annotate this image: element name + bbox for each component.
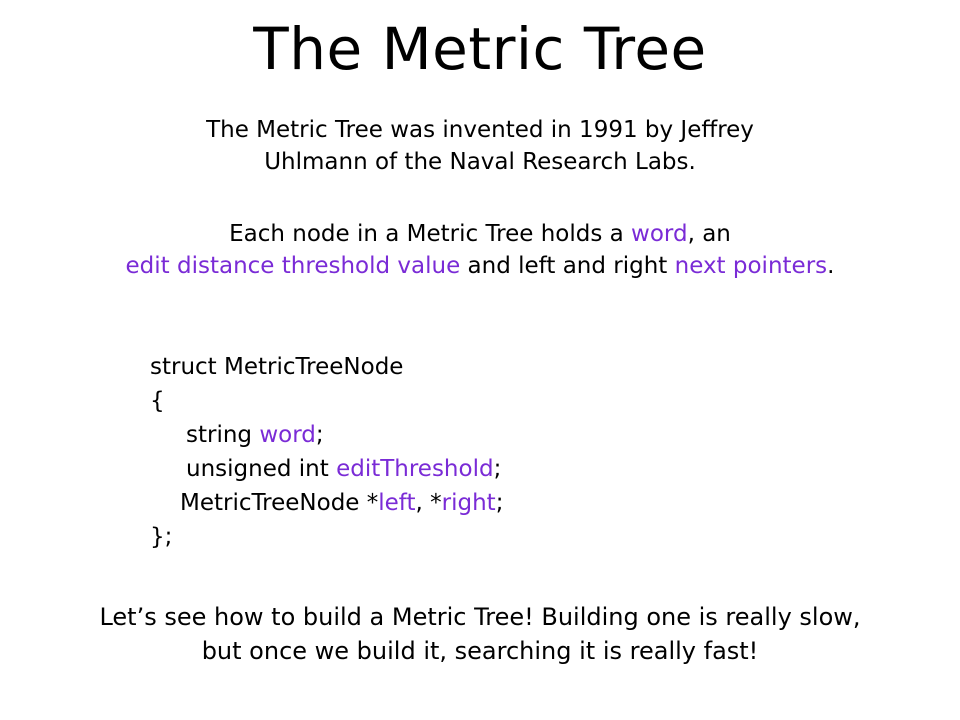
node-description bbox=[0, 218, 960, 282]
code-field-edit-threshold: editThreshold bbox=[336, 456, 494, 482]
outro-line-2: but once we build it, searching it is really fast! bbox=[201, 637, 759, 665]
intro-line-1: The Metric Tree was invented in 1991 by Jeffrey bbox=[206, 117, 754, 143]
outro-paragraph bbox=[0, 600, 960, 668]
intro-paragraph bbox=[0, 114, 960, 178]
code-open-brace: { bbox=[150, 388, 165, 414]
desc-text-b: , an bbox=[687, 221, 731, 247]
code-field-word: word bbox=[259, 422, 316, 448]
slide-title: The Metric Tree bbox=[253, 15, 707, 83]
code-line-pointers bbox=[150, 486, 503, 520]
code-field-right: right bbox=[441, 490, 496, 516]
desc-text-d: . bbox=[827, 253, 835, 279]
code-line-threshold-post: ; bbox=[493, 456, 502, 482]
desc-text-c: and left and right bbox=[460, 253, 675, 279]
node-description-line-2 bbox=[0, 250, 960, 282]
node-description-line-1 bbox=[0, 218, 960, 250]
code-line-threshold bbox=[150, 452, 503, 486]
code-line-word-pre: string bbox=[186, 422, 260, 448]
outro-line-1: Let’s see how to build a Metric Tree! Building one is really slow, bbox=[99, 603, 861, 631]
intro-line-2: Uhlmann of the Naval Research Labs. bbox=[264, 149, 696, 175]
code-line-word bbox=[150, 418, 503, 452]
code-close-brace: }; bbox=[150, 524, 173, 550]
desc-highlight-pointers: next pointers bbox=[674, 253, 828, 279]
desc-highlight-threshold: edit distance threshold value bbox=[125, 253, 461, 279]
code-field-left: left bbox=[378, 490, 416, 516]
code-line-pointers-mid: , * bbox=[415, 490, 442, 516]
struct-code-block bbox=[150, 350, 503, 554]
desc-highlight-word: word bbox=[631, 221, 688, 247]
code-struct-line: struct MetricTreeNode bbox=[150, 354, 404, 380]
code-line-word-post: ; bbox=[315, 422, 324, 448]
desc-text-a: Each node in a Metric Tree holds a bbox=[229, 221, 632, 247]
code-line-pointers-post: ; bbox=[495, 490, 504, 516]
code-line-pointers-pre: MetricTreeNode * bbox=[180, 490, 379, 516]
code-line-threshold-pre: unsigned int bbox=[186, 456, 337, 482]
